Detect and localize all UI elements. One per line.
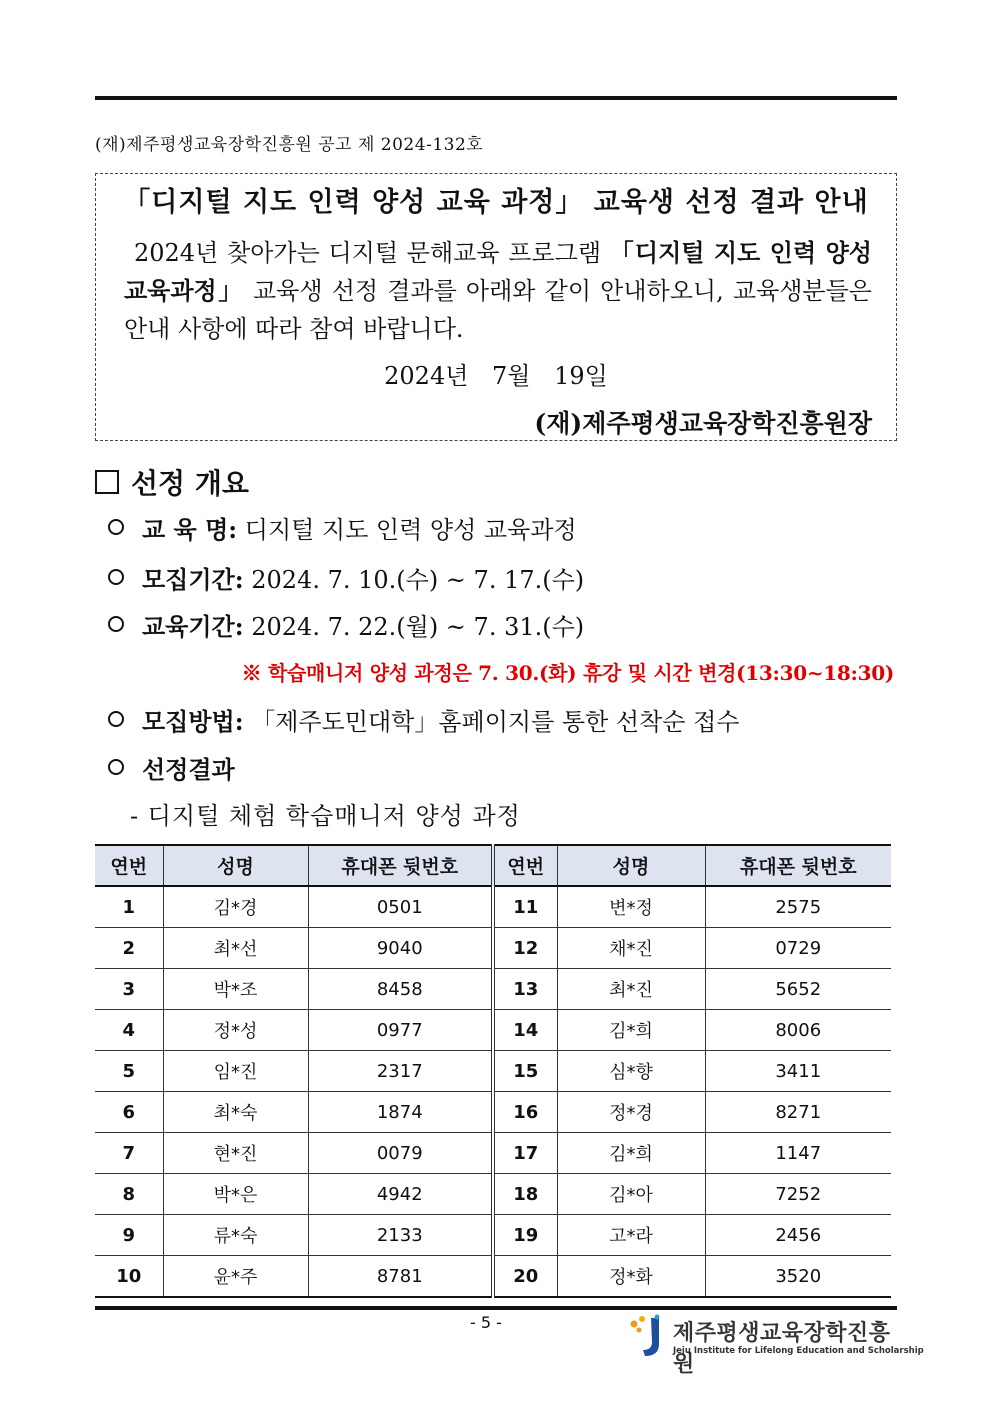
notice-body-pre: 2024년 찾아가는 디지털 문해교육 프로그램 — [134, 239, 610, 267]
section-title — [95, 462, 249, 502]
page-number: - 5 - — [470, 1313, 502, 1332]
notice-body-post: 교육생 선정 결과를 아래와 같이 안내하오니, 교육생분들은 안내 사항에 따라 참여 바랍니다. — [124, 277, 872, 343]
result-table — [95, 844, 891, 1298]
schedule-note: ※ 학습매니저 양성 과정은 7. 30.(화) 휴강 및 시간 변경(13:30~18:30) — [241, 661, 894, 685]
table-row: 7 현*진 0079 17 김*희 1147 — [95, 1133, 891, 1174]
institute-logo-name: 제주평생교육장학진흥원 — [673, 1321, 891, 1377]
header-name: 성명 — [557, 845, 705, 886]
header-name: 성명 — [163, 845, 308, 886]
header-no: 연번 — [95, 845, 163, 886]
notice-number: (재)제주평생교육장학진흥원 공고 제 2024-132호 — [95, 135, 484, 155]
square-bullet-icon — [95, 470, 119, 494]
header-phone: 휴대폰 뒷번호 — [705, 845, 891, 886]
circle-bullet-icon — [108, 616, 124, 632]
notice-title: 「디지털 지도 인력 양성 교육 과정」 교육생 선정 결과 안내 — [123, 187, 869, 218]
table-row: 1 김*경 0501 11 변*정 2575 — [95, 886, 891, 928]
bottom-rule — [95, 1306, 897, 1310]
top-rule — [95, 96, 897, 100]
item-course-name: 교 육 명: 디지털 지도 인력 양성 교육과정 — [108, 510, 577, 545]
table-row: 3 박*조 8458 13 최*진 5652 — [95, 969, 891, 1010]
item-course-period: 교육기간: 2024. 7. 22.(월) ~ 7. 31.(수) — [108, 607, 584, 642]
institute-logo-english: Jeju Institute for Lifelong Education and Scholarship — [673, 1346, 924, 1356]
header-no: 연번 — [493, 845, 557, 886]
table-row: 5 임*진 2317 15 심*향 3411 — [95, 1051, 891, 1092]
circle-bullet-icon — [108, 569, 124, 585]
notice-org: (재)제주평생교육장학진흥원장 — [534, 409, 872, 438]
section-title-text: 선정 개요 — [131, 467, 249, 500]
item-recruit-method: 모집방법: 「제주도민대학」홈페이지를 통한 선착순 접수 — [108, 702, 739, 737]
item-selection-result: 선정결과 — [108, 750, 235, 785]
institute-logo — [627, 1314, 924, 1377]
table-header-row — [95, 845, 891, 886]
circle-bullet-icon — [108, 519, 124, 535]
notice-date: 2024년 7월 19일 — [384, 362, 608, 390]
institute-logo-icon — [627, 1314, 667, 1359]
table-row: 9 류*숙 2133 19 고*라 2456 — [95, 1215, 891, 1256]
notice-box — [95, 173, 897, 441]
table-row: 10 윤*주 8781 20 정*화 3520 — [95, 1256, 891, 1298]
table-row: 8 박*은 4942 18 김*아 7252 — [95, 1174, 891, 1215]
table-row: 4 정*성 0977 14 김*희 8006 — [95, 1010, 891, 1051]
notice-body — [124, 234, 872, 348]
notice-body-program: 「디지털 지도 인력 양성 교육과정」 — [124, 238, 872, 305]
header-phone: 휴대폰 뒷번호 — [308, 845, 493, 886]
table-row: 6 최*숙 1874 16 정*경 8271 — [95, 1092, 891, 1133]
result-subtitle: - 디지털 체험 학습매니저 양성 과정 — [130, 802, 521, 830]
table-row: 2 최*선 9040 12 채*진 0729 — [95, 928, 891, 969]
circle-bullet-icon — [108, 711, 124, 727]
circle-bullet-icon — [108, 759, 124, 775]
item-recruit-period: 모집기간: 2024. 7. 10.(수) ~ 7. 17.(수) — [108, 560, 584, 595]
